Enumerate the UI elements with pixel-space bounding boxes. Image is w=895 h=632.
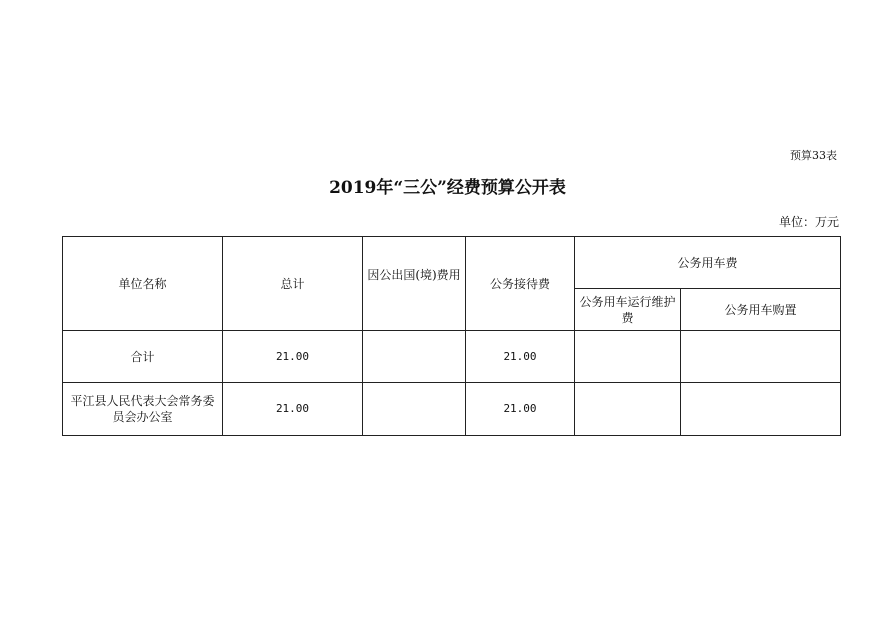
header-unit-name: 单位名称 [63,237,223,331]
cell-total: 21.00 [223,383,363,436]
cell-vehicle-purchase [681,383,841,436]
cell-vehicle-operation [575,383,681,436]
header-vehicle: 公务用车费 [575,237,841,289]
table-row [63,383,841,436]
cell-vehicle-purchase [681,331,841,383]
cell-unit-name: 平江县人民代表大会常务委员会办公室 [63,383,223,436]
table-row [63,331,841,383]
header-vehicle-operation: 公务用车运行维护费 [575,289,681,331]
cell-total: 21.00 [223,331,363,383]
header-total: 总计 [223,237,363,331]
cell-vehicle-operation [575,331,681,383]
cell-reception: 21.00 [466,383,575,436]
cell-overseas [363,331,466,383]
header-reception: 公务接待费 [466,237,575,331]
header-vehicle-purchase: 公务用车购置 [681,289,841,331]
cell-unit-name: 合计 [63,331,223,383]
header-overseas: 因公出国(境)费用 [363,237,466,331]
unit-label: 单位：万元 [778,215,839,229]
page-title: 2019年“三公”经费预算公开表 [329,178,566,198]
cell-reception: 21.00 [466,331,575,383]
table-header-row [63,237,841,289]
cell-overseas [363,383,466,436]
table-number-note: 预算33表 [790,149,837,162]
budget-table [62,236,841,436]
